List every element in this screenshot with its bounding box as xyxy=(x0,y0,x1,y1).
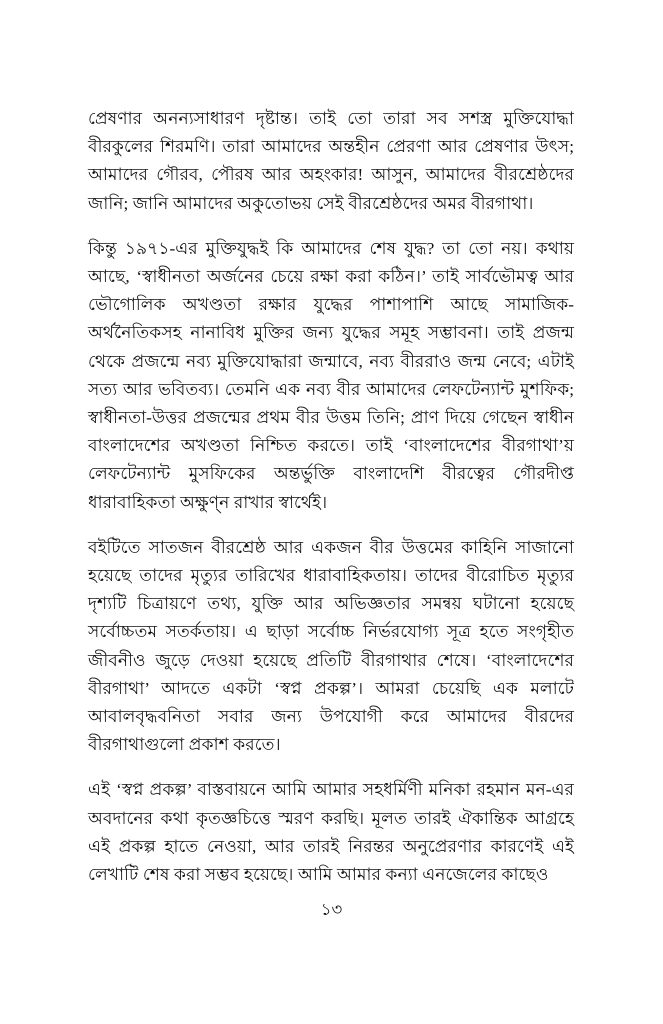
page-number: ১৩ xyxy=(320,900,343,919)
body-text-block xyxy=(88,105,574,889)
paragraph: এই ‘স্বপ্ন প্রকল্প’ বাস্তবায়নে আমি আমার সহধর্মিণী মনিকা রহমান মন-এর অবদানের কথা কৃতজ্ঞচিত্তে স্মরণ করছি। মূলত তারই ঐকান্তিক আগ্রহে এই প্রকল্প হাতে নেওয়া, আর তারই নিরন্তর অনুপ্রেরণার কারণেই এই লেখাটি শেষ করা সম্ভব হয়েছে। আমি আমার কন্যা এনজেলের কাছেও xyxy=(88,780,574,885)
paragraph: কিন্তু ১৯৭১-এর মুক্তিযুদ্ধই কি আমাদের শেষ যুদ্ধ? তা তো নয়। কথায় আছে, ‘স্বাধীনতা অর্জনের চেয়ে রক্ষা করা কঠিন।’ তাই সার্বভৌমত্ব আর ভৌগোলিক অখণ্ডতা রক্ষার যুদ্ধের পাশাপাশি আছে সামাজিক-অর্থনৈতিকসহ নানাবিধ মুক্তির জন্য যুদ্ধের সমূহ সম্ভাবনা। তাই প্রজন্ম থেকে প্রজন্মে নব্য মুক্তিযোদ্ধারা জন্মাবে, নব্য বীররাও জন্ম নেবে; এটাই সত্য আর ভবিতব্য। তেমনি এক নব্য বীর আমাদের লেফটেন্যান্ট মুশফিক; স্বাধীনতা-উত্তর প্রজন্মের প্রথম বীর উত্তম তিনি; প্রাণ দিয়ে গেছেন স্বাধীন বাংলাদেশের অখণ্ডতা নিশ্চিত করতে। তাই ‘বাংলাদেশের বীরগাথা’য় লেফটেন্যান্ট মুসফিকের অন্তর্ভুক্তি বাংলাদেশি বীরত্বের গৌরদীপ্ত ধারাবাহিকতা অক্ষুণ্ন রাখার স্বার্থেই। xyxy=(88,238,574,512)
paragraph: বইটিতে সাতজন বীরশ্রেষ্ঠ আর একজন বীর উত্তমের কাহিনি সাজানো হয়েছে তাদের মৃত্যুর তারিখের ধারাবাহিকতায়। তাদের বীরোচিত মৃত্যুর দৃশ্যটি চিত্রায়ণে তথ্য, যুক্তি আর অভিজ্ঞতার সমন্বয় ঘটানো হয়েছে সর্বোচ্চতম সতর্কতায়। এ ছাড়া সর্বোচ্চ নির্ভরযোগ্য সূত্র হতে সংগৃহীত জীবনীও জুড়ে দেওয়া হয়েছে প্রতিটি বীরগাথার শেষে। ‘বাংলাদেশের বীরগাথা’ আদতে একটা ‘স্বপ্ন প্রকল্প’। আমরা চেয়েছি এক মলাটে আবালবৃদ্ধবনিতা সবার জন্য উপযোগী করে আমাদের বীরদের বীরগাথাগুলো প্রকাশ করতে। xyxy=(88,537,574,755)
paragraph: প্রেষণার অনন্যসাধারণ দৃষ্টান্ত। তাই তো তারা সব সশস্ত্র মুক্তিযোদ্ধা বীরকুলের শিরমণি। তারা আমাদের অন্তহীন প্রেরণা আর প্রেষণার উৎস; আমাদের গৌরব, পৌরষ আর অহংকার! আসুন, আমাদের বীরশ্রেষ্ঠদের জানি; জানি আমাদের অকুতোভয় সেই বীরশ্রেষ্ঠদের অমর বীরগাথা। xyxy=(88,109,574,213)
